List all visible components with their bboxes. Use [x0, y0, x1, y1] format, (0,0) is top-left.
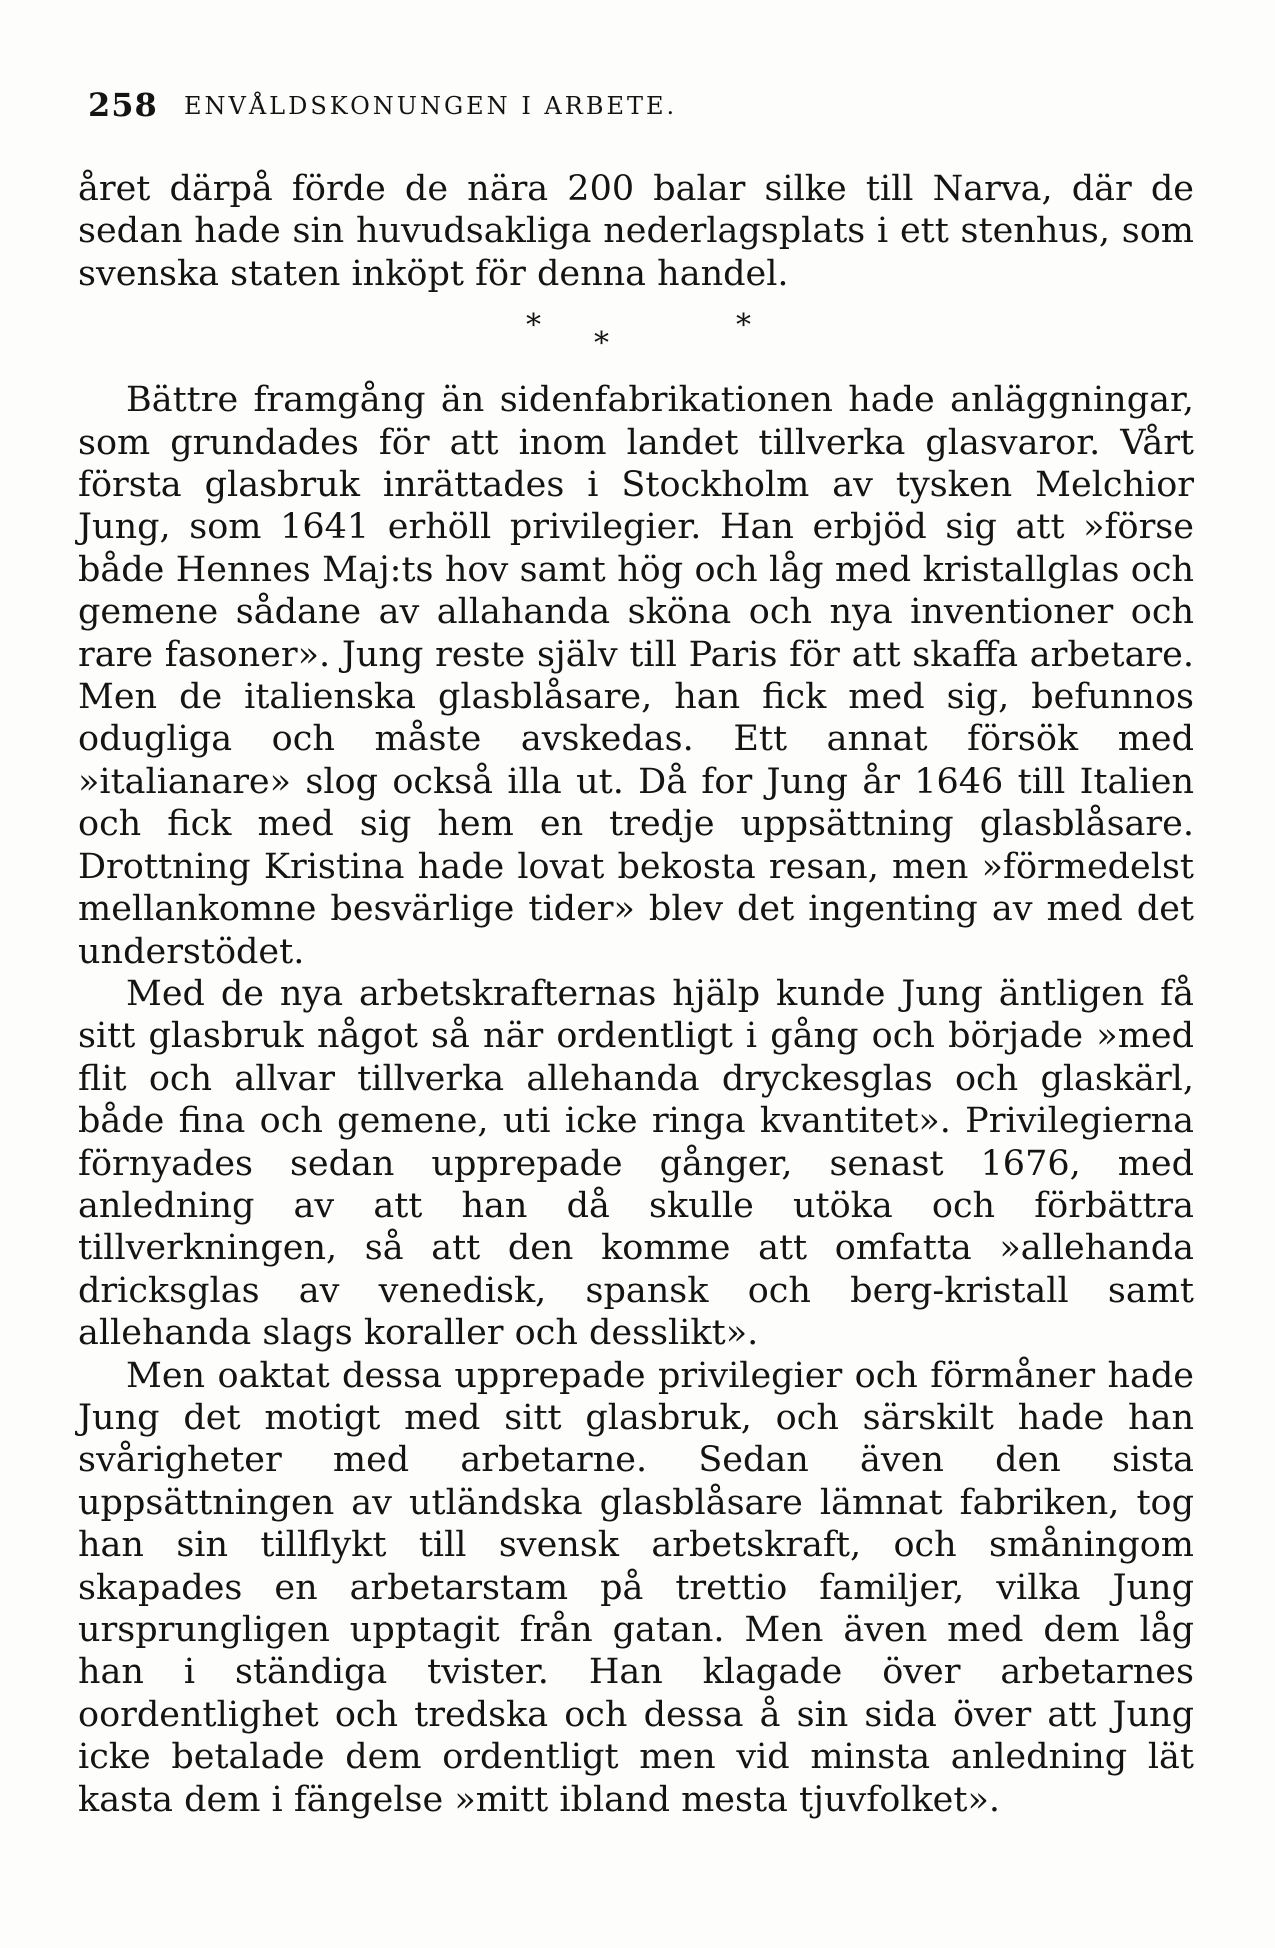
paragraph-2: Bättre framgång än sidenfabrikationen hade anläggningar, som grundades för att inom landet tillverka glasvaror. Vårt första glasbruk inrättades i Stockholm av tysken Melchior Jung, som 1641 erhöll privilegier. Han erbjöd sig att »förse både Hennes Maj:ts hov samt hög och låg med kristallglas och gemene sådane av allahanda sköna och nya inventioner och rare fasoner». Jung reste själv till Paris för att skaffa arbetare. Men de italienska glasblåsare, han fick med sig, befunnos odugliga och måste avskedas. Ett annat försök med »italianare» slog också illa ut. Då for Jung år 1646 till Italien och fick med sig hem en tredje uppsättning glasblåsare. Drottning Kristina hade lovat bekosta resan, men »förmedelst mellankomne besvärlige tider» blev det ingenting av med det understödet.	[78, 380, 1194, 972]
body-text	[78, 168, 1194, 1821]
separator-asterisk: *	[526, 308, 541, 344]
section-separator	[78, 295, 1194, 379]
paragraph-4: Men oaktat dessa upprepade privilegier och förmåner hade Jung det motigt med sitt glasbruk, och särskilt hade han svårigheter med arbetarne. Sedan även den sista uppsättningen av utländska glasblåsare lämnat fabriken, tog han sin tillflykt till svensk arbetskraft, och småningom skapades en arbetarstam på trettio familjer, vilka Jung ursprungligen upptagit från gatan. Men även med dem låg han i ständiga tvister. Han klagade över arbetarnes oordentlighet och tredska och dessa å sin sida över att Jung icke betalade dem ordentligt men vid minsta anledning lät kasta dem i fängelse »mitt ibland mesta tjuvfolket».	[78, 1355, 1194, 1820]
separator-asterisk: *	[736, 308, 751, 344]
running-title: ENVÅLDSKONUNGEN I ARBETE.	[184, 92, 678, 120]
running-head	[88, 86, 1198, 126]
page-number: 258	[88, 86, 158, 124]
separator-asterisk: *	[594, 326, 609, 362]
paragraph-1: året därpå förde de nära 200 balar silke till Narva, där de sedan hade sin huvudsakliga nederlagsplats i ett stenhus, som svenska staten inköpt för denna handel.	[78, 169, 1194, 294]
paragraph-3: Med de nya arbetskrafternas hjälp kunde Jung äntligen få sitt glasbruk något så när ordentligt i gång och började »med flit och allvar tillverka allehanda dryckesglas och glaskärl, både fina och gemene, uti icke ringa kvantitet». Privilegierna förnyades sedan upprepade gånger, senast 1676, med anledning av att han då skulle utöka och förbättra tillverkningen, så att den komme att omfatta »allehanda dricksglas av venedisk, spansk och berg-kristall samt allehanda slags koraller och desslikt».	[78, 973, 1194, 1354]
